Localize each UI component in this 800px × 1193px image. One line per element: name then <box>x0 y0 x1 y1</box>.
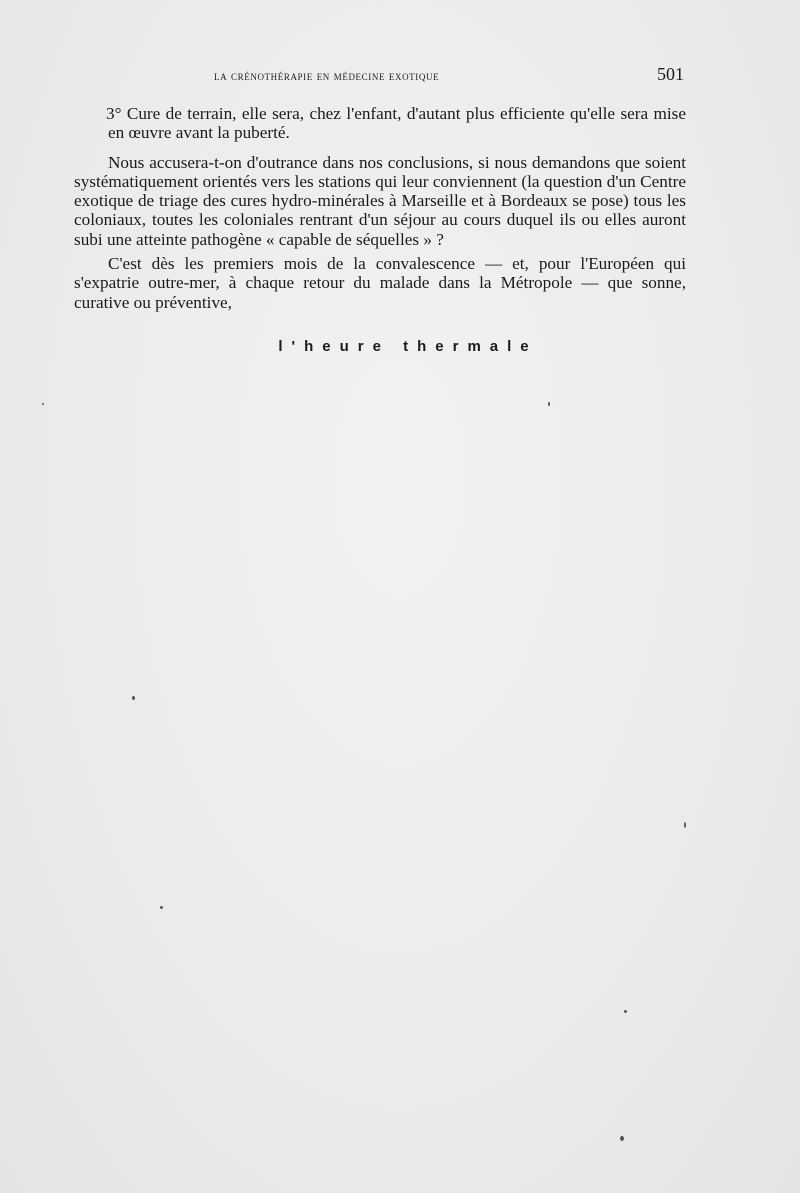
body-text <box>74 104 686 317</box>
scan-speck <box>160 906 163 909</box>
closing-line: l'heure thermale <box>278 338 538 355</box>
scan-speck <box>42 403 44 405</box>
scan-speck <box>684 822 686 828</box>
paragraph-question: Nous accusera-t-on d'outrance dans nos conclusions, si nous demandons que soient systématiquement orientés vers les stations qui leur conviennent (la question d'un Centre exotique de triage des cures hydro-minérales à Marseille et à Bordeaux se pose) tous les coloniaux, toutes les coloniales rentrant d'un séjour au cours duquel ils ou elles auront subi une atteinte pathogène « capable de séquelles » ? <box>74 152 686 249</box>
paragraph-convalescence: C'est dès les premiers mois de la convalescence — et, pour l'Européen qui s'expatrie outre-mer, à chaque retour du malade dans la Métropole — que sonne, curative ou préventive, <box>74 254 686 312</box>
page-header <box>108 66 684 86</box>
running-head: la crénothérapie en médecine exotique <box>214 68 440 83</box>
scan-speck <box>132 696 135 700</box>
paragraph-item-3: 3° Cure de terrain, elle sera, chez l'enfant, d'autant plus efficiente qu'elle sera mise en œuvre avant la puberté. <box>106 104 686 143</box>
scan-speck <box>548 402 550 406</box>
scan-speck <box>620 1136 624 1141</box>
scan-speck <box>624 1010 627 1013</box>
page-number: 501 <box>657 64 684 84</box>
